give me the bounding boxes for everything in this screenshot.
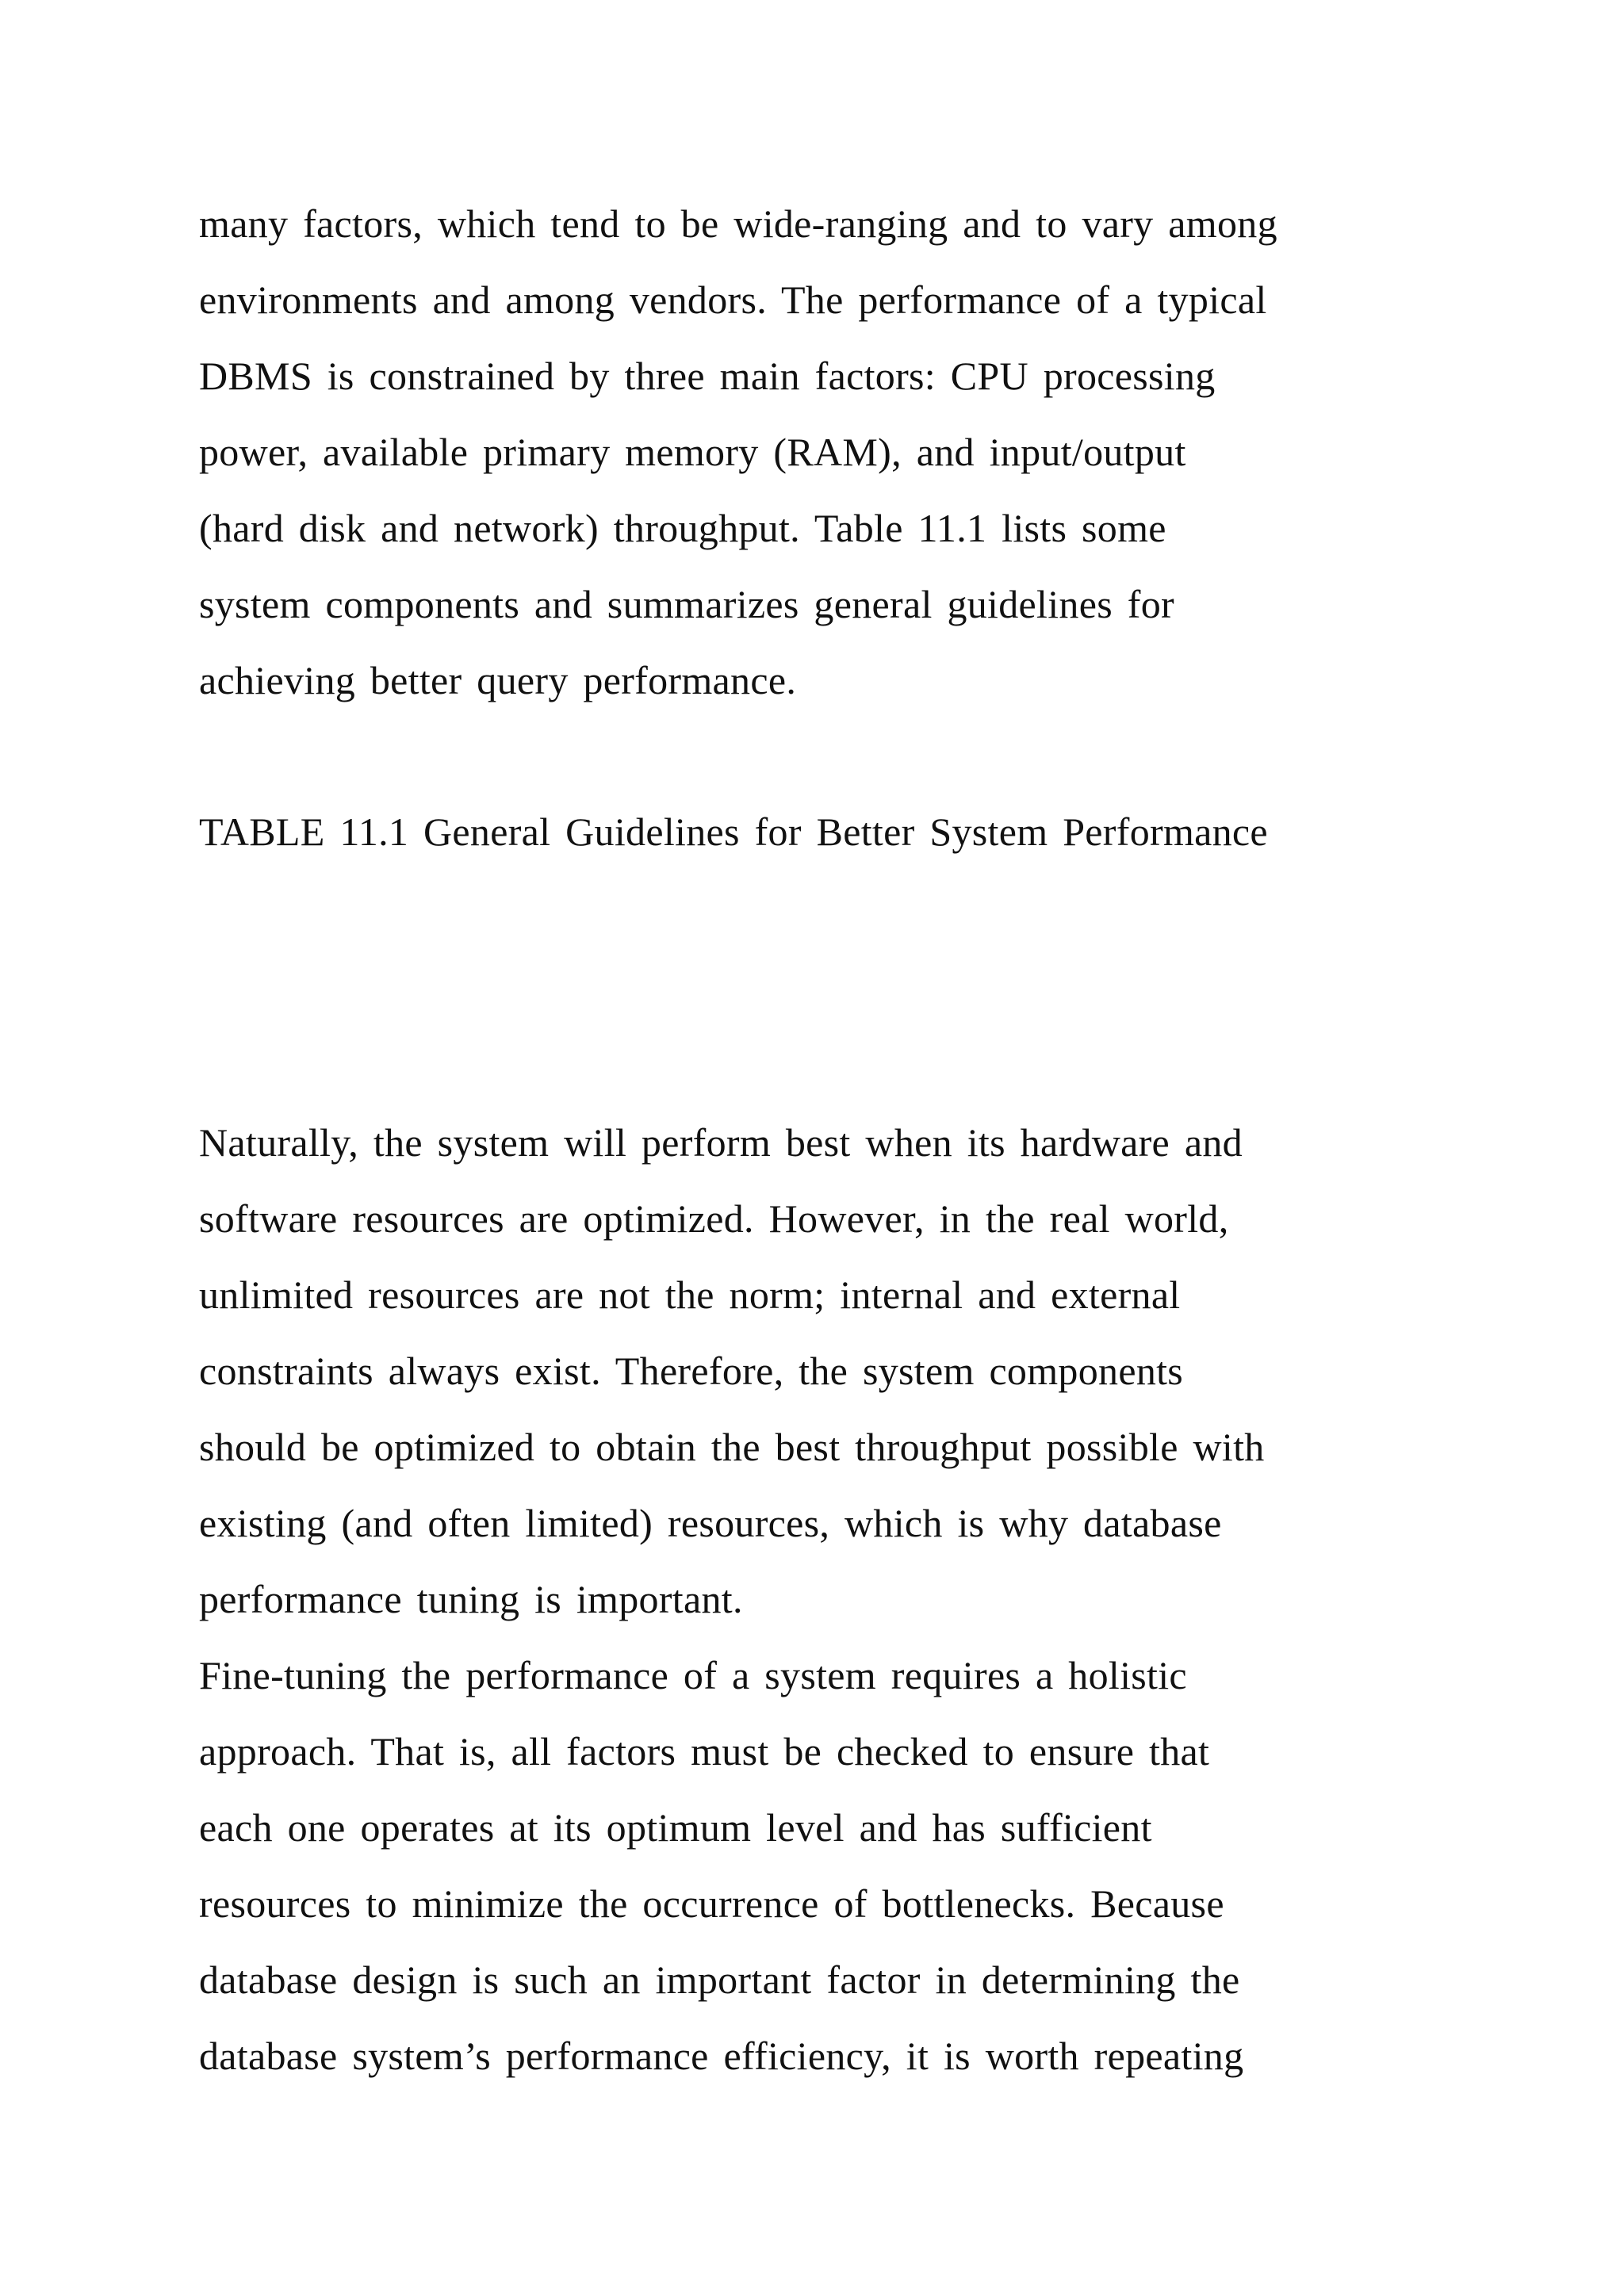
table-caption [199,794,1436,870]
text-line: environments and among vendors. The performance of a typical [199,277,1267,322]
text-line: should be optimized to obtain the best throughput possible with [199,1425,1265,1469]
text-line: each one operates at its optimum level and has sufficient [199,1805,1152,1850]
text-line: constraints always exist. Therefore, the system components [199,1349,1184,1393]
text-line: (hard disk and network) throughput. Table 11.1 lists some [199,506,1166,550]
paragraph-intro [199,186,1436,718]
text-line: approach. That is, all factors must be checked to ensure that [199,1729,1210,1774]
text-line: database system’s performance efficiency, it is worth repeating [199,2034,1244,2078]
text-line: achieving better query performance. [199,658,797,702]
text-line: unlimited resources are not the norm; internal and external [199,1272,1181,1317]
text-line: DBMS is constrained by three main factors: CPU processing [199,354,1216,398]
text-line: Naturally, the system will perform best when its hardware and [199,1120,1243,1165]
text-line: database design is such an important factor in determining the [199,1957,1240,2002]
table-caption-text: TABLE 11.1 General Guidelines for Better System Performance [199,809,1268,854]
paragraph-body [199,1104,1436,2094]
text-line: existing (and often limited) resources, which is why database [199,1501,1222,1545]
text-line: system components and summarizes general guidelines for [199,582,1174,626]
text-line: power, available primary memory (RAM), and input/output [199,430,1186,474]
text-line: resources to minimize the occurrence of bottlenecks. Because [199,1881,1224,1926]
text-line: Fine-tuning the performance of a system requires a holistic [199,1653,1187,1697]
text-line: software resources are optimized. However, in the real world, [199,1196,1229,1241]
text-line: many factors, which tend to be wide-ranging and to vary among [199,201,1277,246]
text-line: performance tuning is important. [199,1577,743,1621]
